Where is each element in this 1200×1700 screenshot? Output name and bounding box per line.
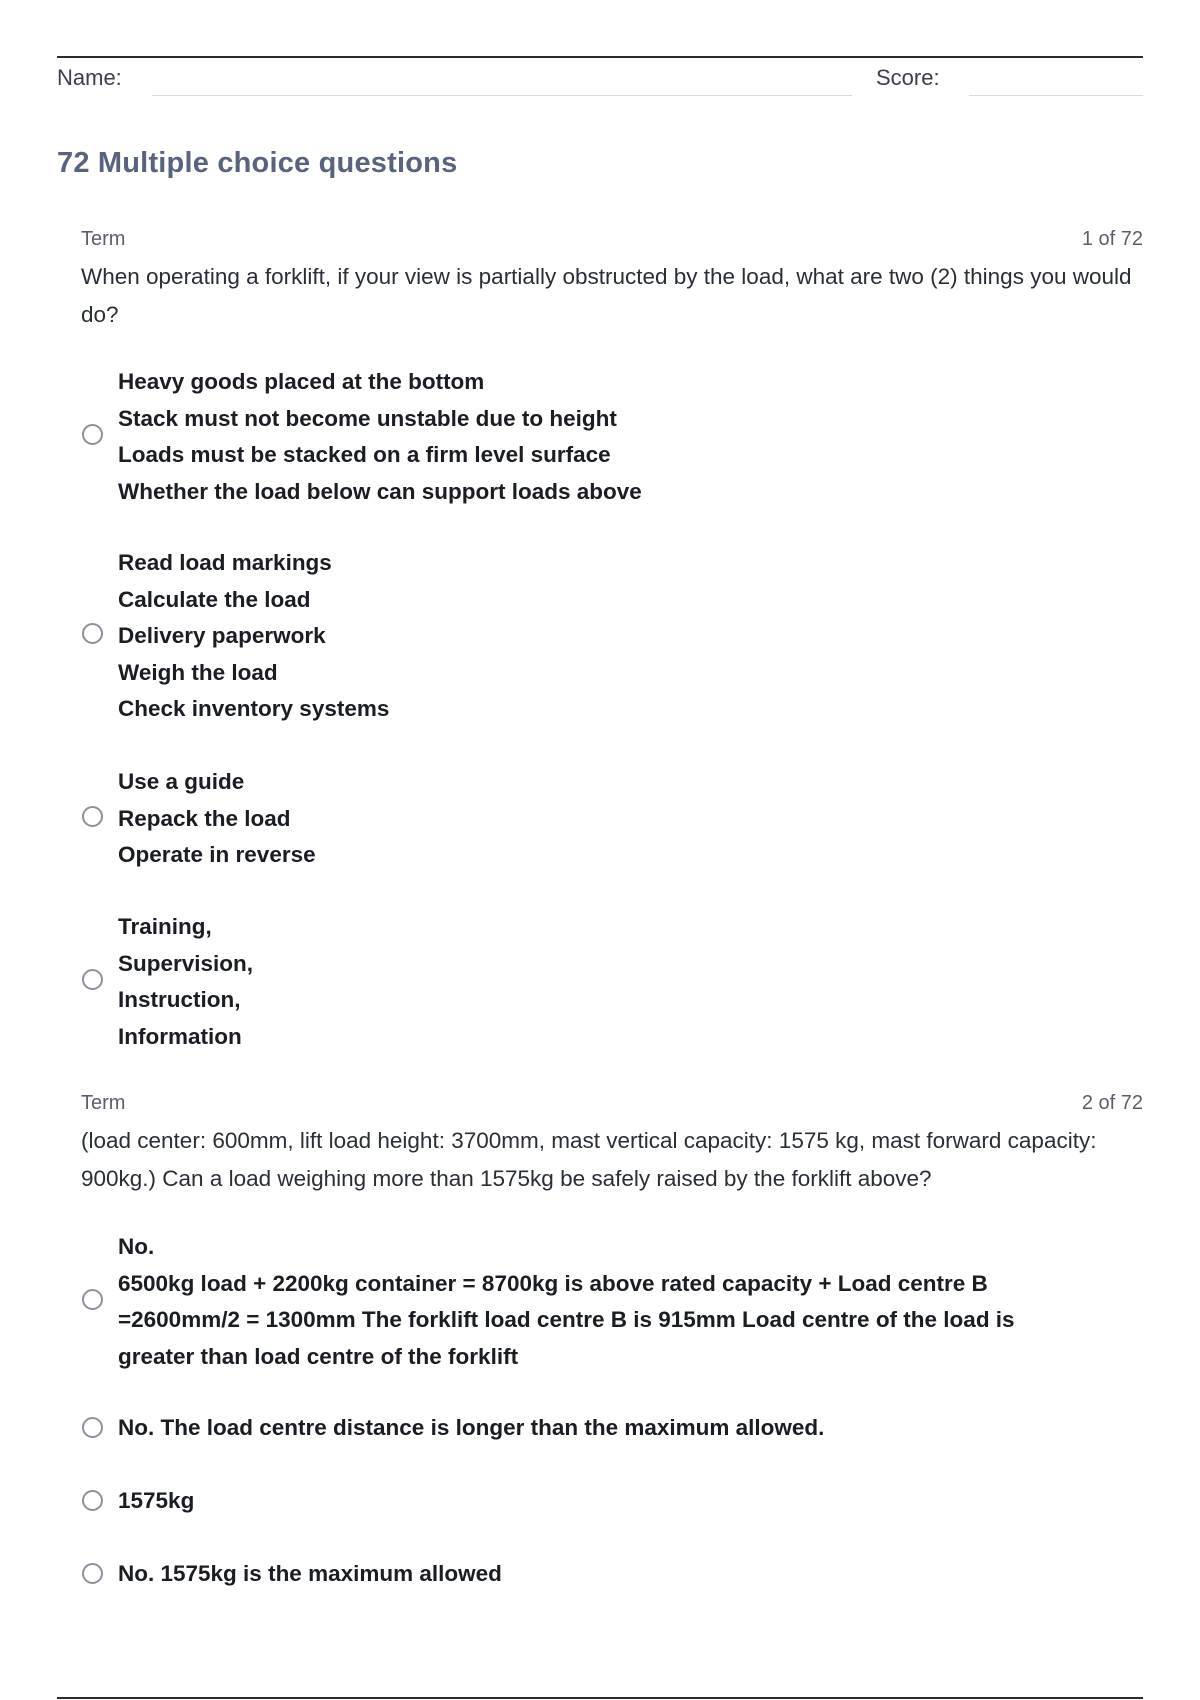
term-label: Term: [81, 228, 126, 250]
option-text: [118, 1229, 1118, 1375]
bottom-divider: [57, 1697, 1143, 1699]
option-text: [118, 1410, 1118, 1447]
option-line: Training,: [118, 914, 212, 939]
question-card: [81, 228, 1143, 1058]
radio-button-icon[interactable]: [82, 969, 103, 990]
question-counter: 1 of 72: [1081, 228, 1143, 250]
option-line: Repack the load: [118, 805, 291, 831]
option-line: Heavy goods placed at the bottom: [118, 369, 485, 394]
question-card: [81, 1092, 1143, 1612]
option-line: Information: [118, 1023, 242, 1049]
header-row: [57, 62, 1143, 98]
score-label: Score:: [876, 65, 940, 90]
option-text: [118, 1556, 1118, 1593]
option-line: Use a guide: [118, 769, 245, 794]
option-line: Stack must not become unstable due to height: [118, 405, 617, 431]
option-line: Calculate the load: [118, 586, 311, 612]
option-line: =2600mm/2 = 1300mm The forklift load centre B is 915mm Load centre of the load is: [118, 1307, 1015, 1332]
option-text: [118, 545, 1118, 728]
name-field[interactable]: [152, 95, 852, 96]
option-text: [118, 1483, 1118, 1520]
radio-button-icon[interactable]: [82, 1563, 103, 1584]
option-line: Whether the load below can support loads above: [118, 478, 642, 504]
top-divider: [57, 56, 1143, 58]
radio-button-icon[interactable]: [82, 623, 103, 644]
option-line: Instruction,: [118, 987, 241, 1012]
radio-button-icon[interactable]: [82, 806, 103, 827]
option-line: 6500kg load + 2200kg container = 8700kg is above rated capacity + Load centre B: [118, 1270, 988, 1296]
option-line: Loads must be stacked on a firm level surface: [118, 442, 611, 467]
option-text: [118, 764, 1118, 874]
option-line: No. 1575kg is the maximum allowed: [118, 1561, 502, 1586]
name-label: Name:: [57, 65, 122, 90]
option-line: No.: [118, 1234, 155, 1259]
option-line: Operate in reverse: [118, 842, 316, 867]
radio-button-icon[interactable]: [82, 1417, 103, 1438]
section-title: 72 Multiple choice questions: [57, 147, 458, 179]
radio-button-icon[interactable]: [82, 1289, 103, 1310]
option-line: Supervision,: [118, 950, 254, 976]
option-text: [118, 364, 1118, 510]
radio-button-icon[interactable]: [82, 424, 103, 445]
option-line: No. The load centre distance is longer than the maximum allowed.: [118, 1415, 825, 1440]
option-line: Read load markings: [118, 550, 332, 575]
option-line: Check inventory systems: [118, 696, 390, 721]
term-label: Term: [81, 1092, 126, 1114]
option-line: 1575kg: [118, 1488, 195, 1513]
option-line: greater than load centre of the forklift: [118, 1343, 519, 1369]
question-text: (load center: 600mm, lift load height: 3700mm, mast vertical capacity: 1575 kg, mast forward capacity: 900kg.) Can a load weighing more than 1575kg be safely raised by the forklift above?: [81, 1128, 1097, 1191]
option-text: [118, 909, 1118, 1055]
score-field[interactable]: [969, 95, 1143, 96]
option-line: Delivery paperwork: [118, 623, 326, 648]
question-counter: 2 of 72: [1081, 1092, 1143, 1114]
question-text: When operating a forklift, if your view is partially obstructed by the load, what are two (2) things you would do?: [81, 264, 1132, 327]
option-line: Weigh the load: [118, 659, 278, 685]
radio-button-icon[interactable]: [82, 1490, 103, 1511]
